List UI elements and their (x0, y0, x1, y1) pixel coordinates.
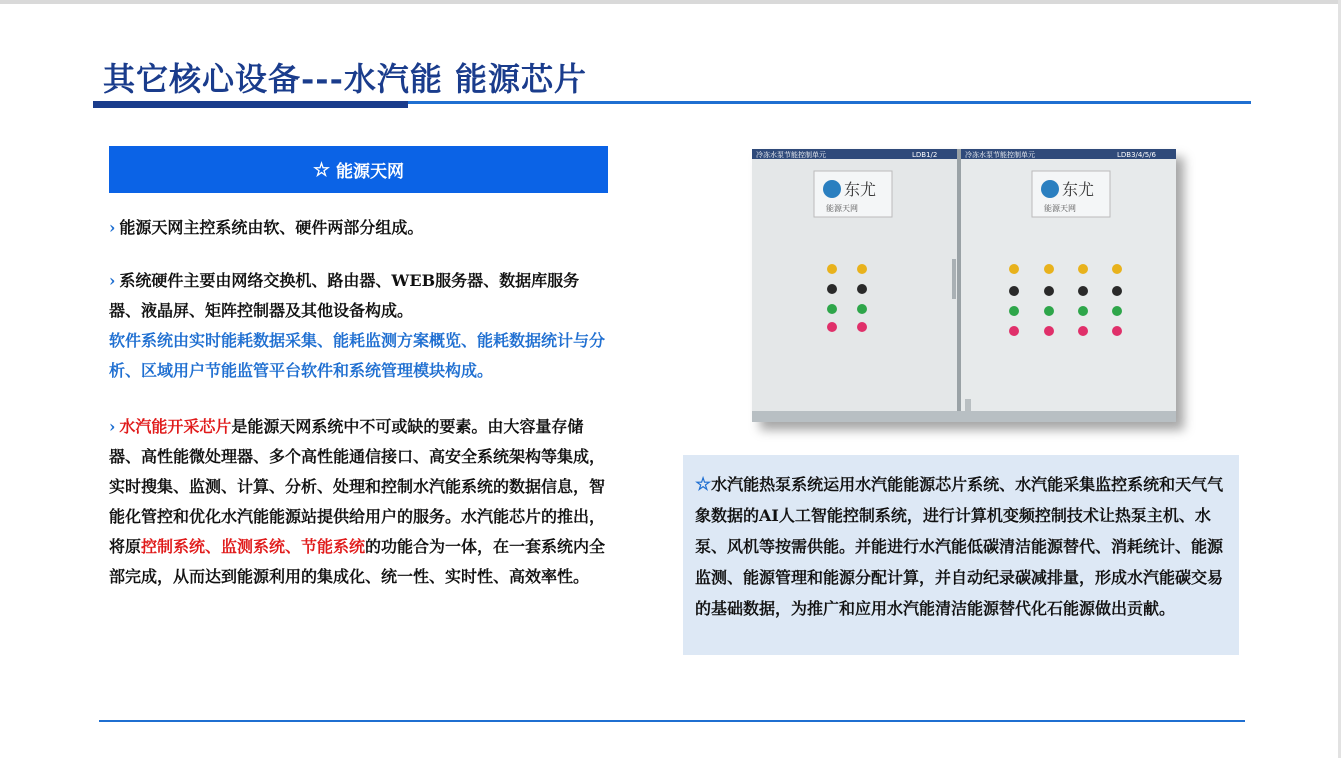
star-icon: ☆ (312, 158, 331, 181)
paragraph-hardware-software (109, 266, 608, 386)
chevron-right-icon: › (109, 218, 116, 237)
caption-body: 水汽能热泵系统运用水汽能能源芯片系统、水汽能采集监控系统和天气气象数据的AI人工智能控制系统，进行计算机变频控制技术让热泵主机、水泵、风机等按需供能。并能进行水汽能低碳清洁能源替代、消耗统计、能源监测、能源管理和能源分配计算，并自动纪录碳减排量，形成水汽能碳交易的基础数据，为推广和应用水汽能清洁能源替代化石能源做出贡献。 (695, 475, 1224, 618)
paragraph-hardware-text: 系统硬件主要由网络交换机、路由器、WEB服务器、数据库服务器、液晶屏、矩阵控制器及其他设备构成。 (109, 271, 580, 320)
chip-text-part1: 是能源天网系统中不可或缺的要素。由大容量存储器、高性能微处理器、多个高性能通信接口、高安全系统架构等集成，实时搜集、监测、计算、分析、处理和控制水汽能系统的数据信息，智能化管控和优化水汽能能源站提供给用户的服务。水汽能芯片的推出，将原 (109, 417, 606, 556)
paragraph-software-text: 软件系统由实时能耗数据采集、能耗监测方案概览、能耗数据统计与分析、区域用户节能监管平台软件和系统管理模块构成。 (109, 331, 606, 380)
caption-box (683, 455, 1239, 655)
right-panel-code: LDB3/4/5/6 (1117, 151, 1156, 159)
footer-rule (99, 720, 1245, 722)
systems-highlight: 控制系统、监测系统、节能系统 (141, 537, 366, 556)
left-logo-sub: 能源天网 (826, 204, 858, 213)
title-underline-accent (93, 101, 408, 108)
section-heading: 能源天网 (336, 162, 405, 182)
chevron-right-icon: › (109, 271, 116, 290)
left-panel-code: LDB1/2 (912, 151, 938, 159)
paragraph-overview-text: 能源天网主控系统由软、硬件两部分组成。 (119, 218, 424, 237)
right-panel-label: 冷冻水泵节能控制单元 (965, 151, 1035, 159)
chevron-right-icon: › (109, 417, 116, 436)
chip-text-part2: 的功能合为一体，在一套系统内全部完成，从而达到能源利用的集成化、统一性、实时性、高效率性。 (109, 537, 606, 586)
control-cabinet-illustration (752, 149, 1176, 422)
control-cabinet-photo (752, 149, 1176, 422)
caption-text (695, 469, 1229, 624)
left-text-panel (109, 146, 608, 592)
paragraph-overview (109, 213, 608, 243)
right-logo-sub: 能源天网 (1044, 204, 1076, 213)
left-logo: 东尤 (844, 180, 877, 199)
star-icon: ☆ (695, 474, 712, 495)
logo-icon (1041, 180, 1059, 198)
section-header-energy-network (109, 146, 608, 193)
slide-top-edge (0, 0, 1341, 4)
paragraph-chip (109, 412, 608, 592)
logo-icon (823, 180, 841, 198)
page-title: 其它核心设备---水汽能 能源芯片 (103, 60, 587, 98)
right-logo: 东尤 (1062, 180, 1095, 199)
chip-highlight: 水汽能开采芯片 (119, 417, 232, 436)
left-panel-label: 冷冻水泵节能控制单元 (756, 151, 826, 159)
